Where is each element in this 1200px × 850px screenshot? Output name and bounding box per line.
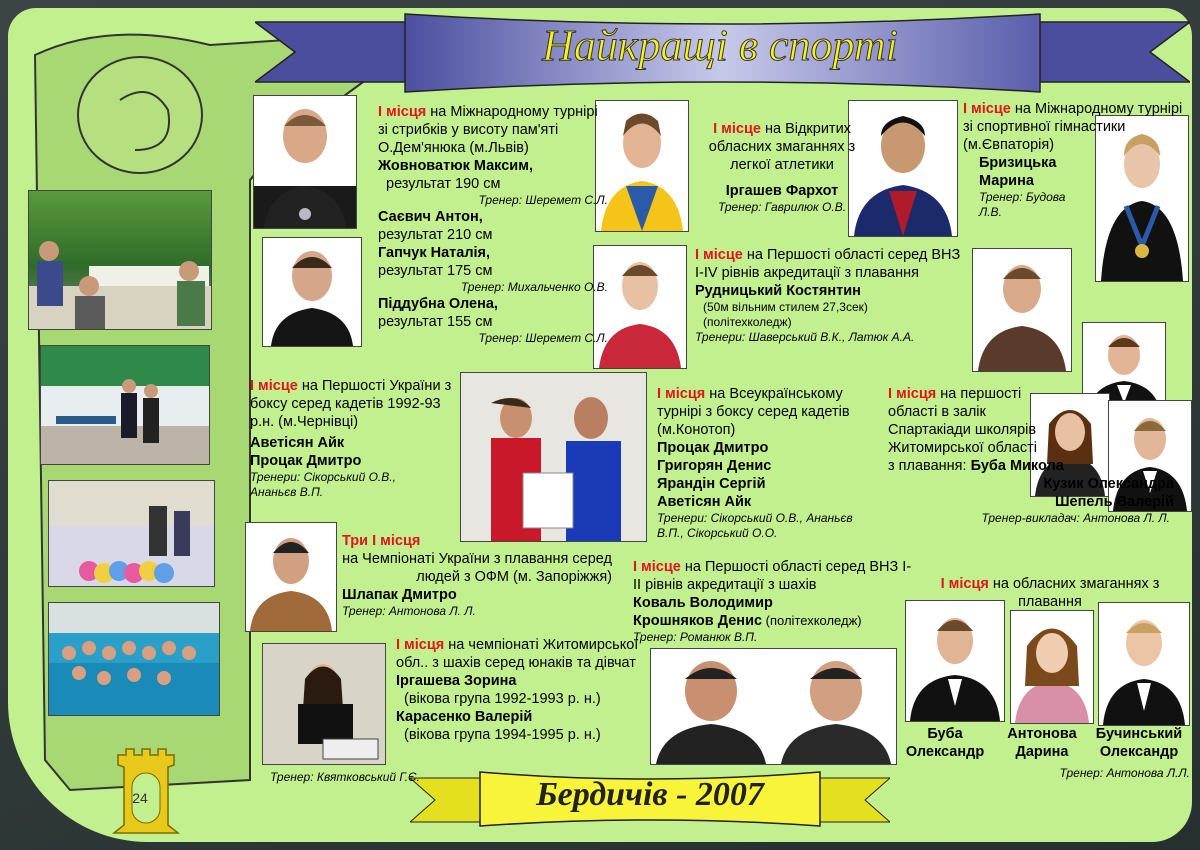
swim-region-block [920,575,1180,611]
boxing-all-block [657,385,887,541]
spartakiad-name-3: Шепель Валерій [1054,494,1174,510]
highjump-result-3: результат 175 см [378,263,493,279]
swim-region-person-1: Буба Олександр [905,726,985,760]
boxing-all-text: на Всеукраїнському турнірі з боксу серед кадетів (м.Конотоп) [657,386,850,438]
chess-girl-photo [262,643,386,765]
table-tennis-photo [40,345,210,465]
athletics-block [692,120,872,215]
spartakiad-text: на першості області в залік Спартакіади школярів Житомирської області [888,386,1037,456]
boxing-all-name-1: Процак Дмитро [657,440,769,456]
boxing-ua-coach: Тренери: Сікорський О.В., Ананьєв В.П. [250,470,396,499]
ofm-text: на Чемпіонаті України з плавання серед людей з ОФМ (м. Запоріжжя) [342,551,612,585]
highjump-coach-1: Тренер: Шеремет С.Л. [478,193,608,207]
highjump-name-4: Піддубна Олена, [378,296,498,312]
highjump-red: І місця [378,104,427,120]
highjump-name-2: Саєвич Антон, [378,209,483,225]
highjump-result-1: результат 190 см [386,176,501,192]
chess-vnz-text: на Першості області серед ВНЗ І-ІІ рівнів акредитації з шахів [633,559,912,593]
chess-youth-coach: Тренер: Квятковський Г.Є. [270,770,420,784]
boxing-all-red: І місця [657,386,706,402]
boxing-all-name-3: Ярандін Сергій [657,476,766,492]
portrait-rudnytskyi [972,248,1072,372]
footer-title: Бердичів - 2007 [536,776,764,813]
gymnastics-name: Бризицька Марина [979,155,1057,189]
highjump-block [378,103,608,346]
chess-youth-age-1: (вікова група 1992-1993 р. н.) [404,691,601,707]
swim-vnz-text: на Першості області серед ВНЗ І-IV рівнів акредитації з плавання [695,247,961,281]
gymnastics-red: І місце [963,101,1011,117]
swim-vnz-detail: (50м вільним стилем 27,3сек) (політехколедж) [703,300,868,329]
boxing-ua-name-1: Аветісян Айк [250,435,345,451]
highjump-name-1: Жовноватюк Максим, [378,158,533,174]
spartakiad-coach: Тренер-викладач: Антонова Л. Л. [981,511,1170,525]
swim-vnz-name: Рудницький Костянтин [695,283,861,299]
chess-tournament-photo [28,190,212,330]
athletics-name: Іргашев Фархот [725,183,839,199]
ofm-coach: Тренер: Антонова Л. Л. [342,604,476,618]
chess-vnz-block [633,558,918,645]
gymnastics-block [963,100,1188,220]
page-title: Найкращі в спорті [542,21,898,70]
swim-vnz-red: І місце [695,247,743,263]
athletics-text: на Відкритих обласних змаганнях з легкої атлетики [708,121,856,173]
chess-youth-red: І місця [396,637,445,653]
highjump-result-2: результат 210 см [378,227,493,243]
boxing-all-name-4: Аветісян Айк [657,494,752,510]
chess-youth-text: на чемпіонаті Житомирської обл.. з шахів серед юнаків та дівчат [396,637,639,671]
spartakiad-name-2: Кузик Олександра [1043,476,1174,492]
chess-vnz-red: І місце [633,559,681,575]
highjump-coach-4: Тренер: Шеремет С.Л. [478,331,608,345]
chess-youth-age-2: (вікова група 1994-1995 р. н.) [404,727,601,743]
ofm-block [342,532,612,619]
chess-vnz-suffix: (політехколедж) [762,613,862,628]
highjump-coach-3: Тренер: Михальченко О.В. [460,280,608,294]
spartakiad-text-2: з плавання: [888,458,971,474]
portrait-saievych [262,237,362,347]
chess-vnz-name-1: Коваль Володимир [633,595,773,611]
swimming-team-photo [48,602,220,716]
chess-vnz-coach: Тренер: Романюк В.П. [633,630,758,644]
page-number: 24 [132,790,148,806]
chess-youth-name-2: Карасенко Валерій [396,709,533,725]
swim-region-red: І місця [940,576,989,592]
boxing-ua-text: на Першості України з боксу серед кадетів 1992-93 р.н. (м.Чернівці) [250,378,452,430]
sports-event-photo [48,480,215,587]
highjump-name-3: Гапчук Наталія, [378,245,491,261]
spartakiad-block [888,385,1188,526]
highjump-text: на Міжнародному турнірі зі стрибків у висоту пам'яті О.Дем'янюка (м.Львів) [378,104,598,156]
chess-youth-block [396,636,651,744]
chess-youth-name-1: Іргашева Зорина [396,673,517,689]
portrait-buchynskyi [1098,602,1190,726]
portrait-antonova [1010,610,1094,724]
spartakiad-name-1: Буба Микола [970,458,1064,474]
boxing-ua-block [250,377,455,500]
gymnastics-coach: Тренер: Будова Л.В. [979,190,1066,219]
chess-players-photo [650,648,897,765]
gymnastics-text: на Міжнародному турнірі зі спортивної гімнастики (м.Євпаторія) [963,101,1183,153]
ofm-red: Три І місця [342,533,421,549]
swim-region-coach: Тренер: Антонова Л.Л. [1059,766,1190,780]
swim-vnz-coach: Тренери: Шаверський В.К., Латюк А.А. [695,330,915,344]
swim-region-text: на обласних змаганнях з плавання [988,576,1160,610]
ofm-name: Шлапак Дмитро [342,587,457,603]
chess-vnz-name-2: Крошняков Денис [633,613,763,629]
portrait-zhovnovatiuk [253,95,357,229]
athletics-coach: Тренер: Гаврилюк О.В. [717,200,847,214]
boxing-ua-name-2: Процак Дмитро [250,453,362,469]
boxers-photo [460,372,647,542]
highjump-result-4: результат 155 см [378,314,493,330]
portrait-shlapak [245,522,337,632]
swim-vnz-block [695,246,970,345]
portrait-buba-oleksandr [905,600,1005,722]
athletics-red: І місце [713,121,761,137]
swim-region-person-2: Антонова Дарина [1007,726,1077,760]
swim-region-person-3: Бучинський Олександр [1095,726,1183,760]
portrait-athlete-girl [595,100,689,232]
boxing-all-coach: Тренери: Сікорський О.В., Ананьєв В.П., Сікорський О.О. [657,511,853,540]
boxing-ua-red: І місце [250,378,298,394]
boxing-all-name-2: Григорян Денис [657,458,772,474]
spartakiad-red: І місця [888,386,937,402]
